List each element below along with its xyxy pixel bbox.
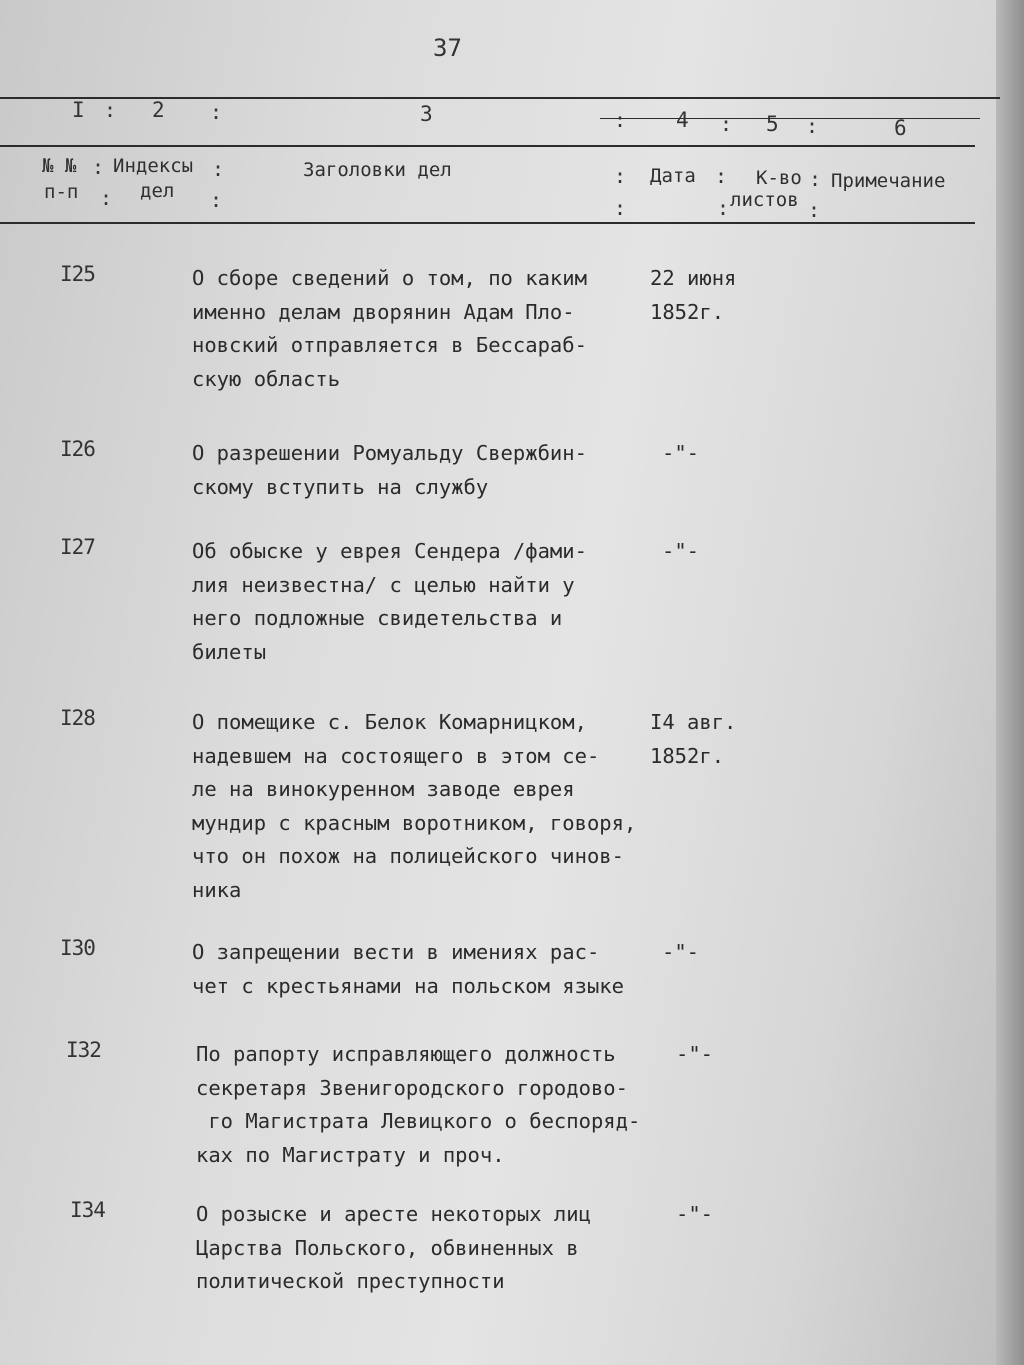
column-separator: : [614, 196, 627, 220]
entry-date: 22 июня 1852г. [650, 266, 737, 324]
entry-date: -"- [676, 1042, 714, 1066]
column-separator: : [100, 186, 113, 210]
column-separator: : [212, 157, 225, 181]
column-separator: : [720, 112, 733, 136]
column-separator: : [210, 188, 223, 212]
header-index-line2: дел [140, 180, 175, 202]
entry-title: О запрещении вести в имениях рас- чет с крестьянами на польском языке [192, 940, 624, 998]
column-separator: : [92, 155, 105, 179]
header-date: Дата [650, 165, 696, 187]
column-separator: : [614, 108, 627, 132]
column-separator: : [715, 164, 728, 188]
entry-number: I34 [70, 1198, 105, 1222]
entry-date: I4 авг. 1852г. [650, 710, 737, 768]
entry-date: -"- [662, 441, 700, 465]
entry-title: О помещике с. Белок Комарницком, надевшем на состоящего в этом се- ле на винокуренном заводе еврея мундир с красным воротником, говоря, что он похож на полицейского чинов- ника [192, 710, 637, 902]
column-number-1: I [72, 98, 85, 122]
entry-date: -"- [676, 1202, 714, 1226]
column-separator: : [808, 198, 821, 222]
header-index-line1: Индексы [113, 155, 194, 177]
header-sheets-line2: листов [730, 189, 799, 211]
entry-title: По рапорту исправляющего должность секретаря Звенигородского городово- го Магистрата Левицкого о беспоряд- ках по Магистрату и проч. [196, 1042, 641, 1167]
entry-title: О сборе сведений о том, по каким именно делам дворянин Адам Пло- новский отправляется в Бессараб- скую область [192, 266, 587, 391]
entry-number: I25 [60, 262, 95, 286]
page-number: 37 [433, 34, 462, 62]
entry-title: Об обыске у еврея Сендера /фами- лия неизвестна/ с целью найти у него подложные свидетельства и билеты [192, 539, 587, 664]
column-number-6: 6 [894, 116, 907, 140]
header-note: Примечание [831, 170, 946, 192]
entry-number: I30 [60, 936, 95, 960]
entry-date: -"- [662, 940, 700, 964]
column-number-4: 4 [676, 108, 689, 132]
column-number-3: 3 [420, 102, 433, 126]
entry-number: I27 [60, 535, 95, 559]
column-separator: : [806, 114, 819, 138]
header-sheets-line1: К-во [756, 167, 802, 189]
column-separator: : [104, 98, 117, 122]
entry-number: I32 [66, 1038, 101, 1062]
column-number-5: 5 [766, 112, 779, 136]
header-num-line1: № № [42, 155, 77, 177]
header-num-line2: п-п [44, 181, 79, 203]
entry-date: -"- [662, 539, 700, 563]
column-separator: : [614, 164, 627, 188]
entry-title: О розыске и аресте некоторых лиц Царства Польского, обвиненных в политической преступности [196, 1202, 591, 1293]
header-title: Заголовки дел [303, 159, 452, 181]
column-separator: : [717, 196, 730, 220]
column-separator: : [809, 167, 822, 191]
entry-number: I28 [60, 706, 95, 730]
entry-title: О разрешении Ромуальду Свержбин- скому вступить на службу [192, 441, 587, 499]
column-number-2: 2 [152, 98, 165, 122]
entry-number: I26 [60, 437, 95, 461]
column-separator: : [210, 100, 223, 124]
